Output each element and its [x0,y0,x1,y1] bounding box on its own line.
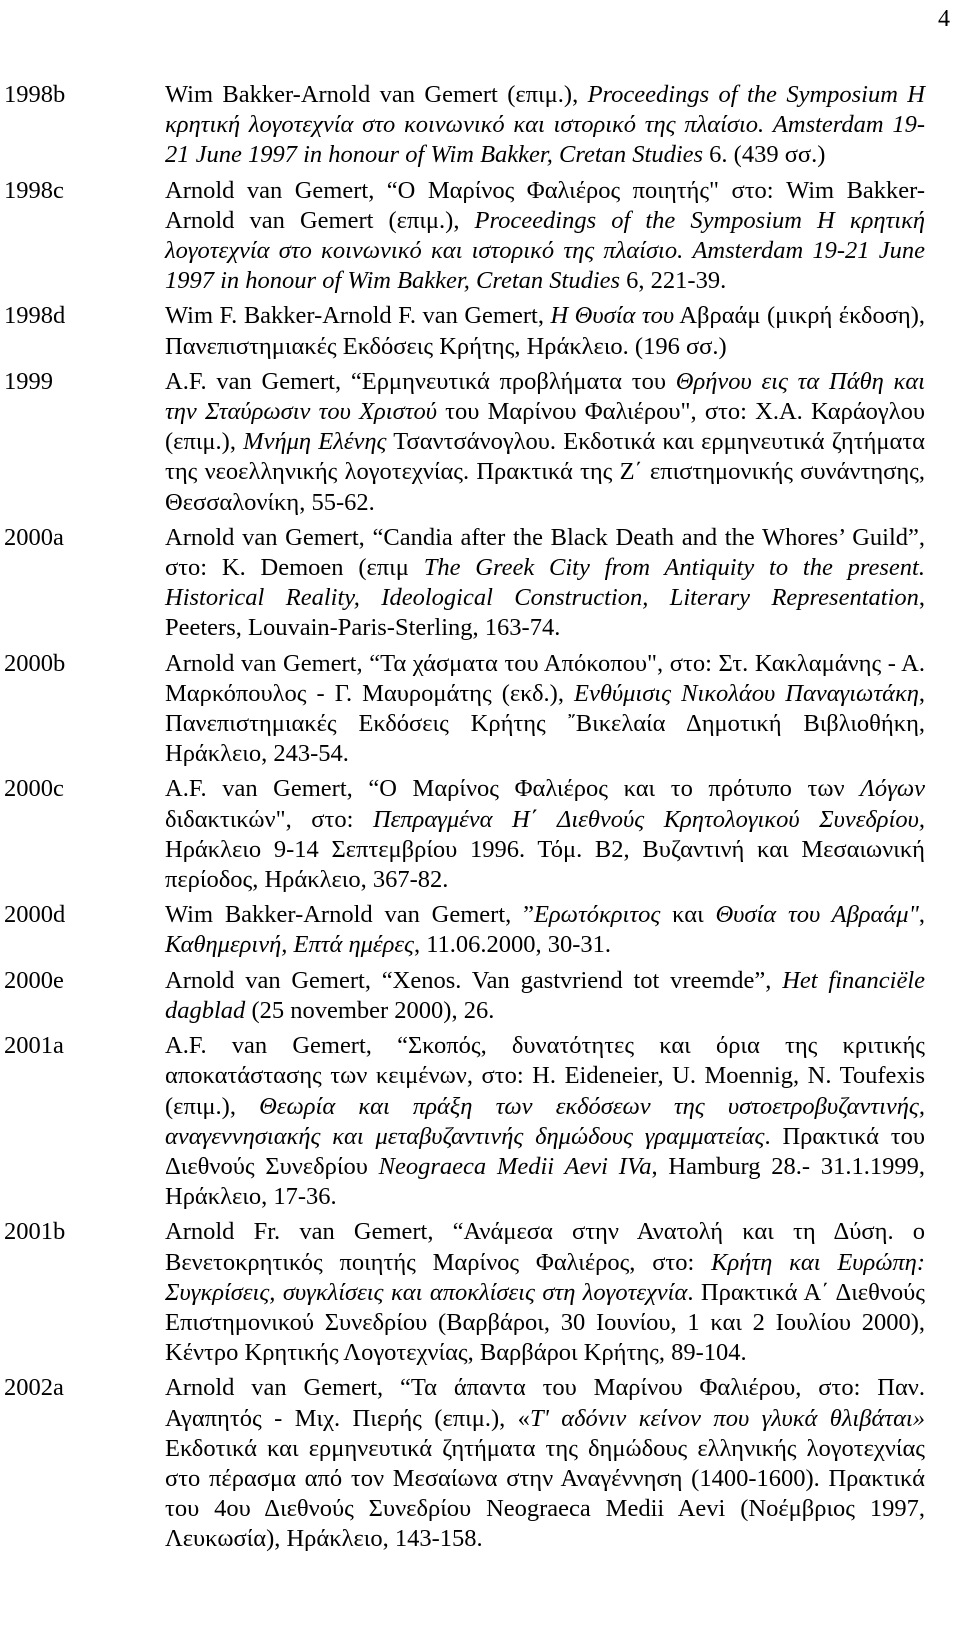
citation-text-segment: (25 november 2000), 26. [245,996,495,1024]
bibliography-entry [0,301,960,361]
bibliography-entry [0,1373,960,1554]
entry-year: 2001a [4,1032,64,1060]
citation-title-segment: Λόγων [860,775,925,803]
entry-year: 2000d [4,901,66,929]
bibliography-entry [0,523,960,644]
entry-citation [165,1217,925,1368]
citation-title-segment: Proceedings of the Symposium Η κρητική λογοτεχνία στο κοινωνικό και ιστορικό της πλαίσιο. Amsterdam 19-21 June 1997 in honour of Wim Bakker, Cretan Studies [165,206,925,295]
entry-year: 2000b [4,649,66,677]
entry-year: 2000a [4,523,64,551]
bibliography-entry [0,774,960,895]
citation-text-segment: Arnold van Gemert, “Ο Μαρίνος Φαλιέρος ποιητής" στο: Wim Bakker-Arnold van Gemert (επιμ.), [165,176,925,234]
page-number: 4 [938,6,950,32]
citation-text-segment: , [918,901,925,929]
bibliography-entry [0,1217,960,1368]
entry-year: 1999 [4,367,53,395]
bibliography-entry [0,1031,960,1212]
citation-title-segment: Τ' αδόνιν κείνον που γλυκά θλιβάται» [529,1404,925,1432]
entry-year: 1998c [4,176,64,204]
entry-citation [165,1031,925,1212]
citation-title-segment: Θυσία του Αβραάμ" [715,901,919,929]
entry-year: 1998b [4,81,66,108]
citation-text-segment: Ηράκλειο 9-14 Σεπτεμβρίου 1996. Τόμ. Β2, Βυζαντινή και Μεσαιωνική περίοδος, Ηράκλειο, 367-82. [165,835,925,894]
citation-text-segment: Arnold van Gemert, “Τα άπαντα του Μαρίνου Φαλιέρου, στο: Παν. Αγαπητός - Μιχ. Πιερής (επιμ.), « [165,1374,925,1432]
entry-citation [165,523,925,644]
citation-text-segment: A.F. van Gemert, “Ερμηνευτικά προβλήματα του [165,367,676,395]
citation-text-segment: Wim Bakker-Arnold van Gemert, ” [165,901,534,929]
citation-text-segment: Εκδοτικά και ερμηνευτικά ζητήματα της δημώδους ελληνικής λογοτεχνίας στο πέρασμα από τον Μεσαίωνα στην Αναγέννηση (1400-1600). Πρακτικά του 4ου Διεθνούς Συνεδρίου Neograeca Medii Aevi (Νοέμβριος 1997, Λευκωσία), Ηράκλειο, 143-158. [165,1434,925,1553]
citation-text-segment: Arnold van Gemert, “Xenos. Van gastvriend tot vreemde”, [165,966,783,994]
citation-title-segment: Καθημερινή, Επτά ημέρες [165,931,414,959]
citation-title-segment: Ερωτόκριτος [533,901,661,929]
citation-text-segment: Wim F. Bakker-Arnold F. van Gemert, [165,302,551,330]
citation-text-segment: διδακτικών", στο: [165,805,373,833]
citation-title-segment: Κρήτη και Ευρώπη: Συγκρίσεις, συγκλίσεις και αποκλίσεις στη λογοτεχνία [165,1248,925,1306]
citation-text-segment: του Μαρίνου Φαλιέρου", στο: Χ.Α. Καράογλου (επιμ.), [165,398,925,456]
bibliography-entry [0,367,960,518]
citation-text-segment: A.F. van Gemert, “Ο Μαρίνος Φαλιέρος και το πρότυπο των [165,775,861,803]
bibliography-entry [0,649,960,770]
entry-year: 2000e [4,966,64,994]
entry-citation [165,176,925,297]
entry-citation [165,649,925,770]
entry-citation [165,301,925,361]
citation-text-segment: , 11.06.2000, 30-31. [413,931,612,959]
citation-text-segment: . Πρακτικά του Διεθνούς Συνεδρίου [165,1122,926,1180]
entry-citation [165,966,925,1026]
citation-text-segment: . Πρακτικά Α΄ Διεθνούς Επιστημονικού Συνεδρίου (Βαρβάροι, 30 Ιουνίου, 1 και 2 Ιουλίου 2000), Κέντρο Κρητικής Λογοτεχνίας, Βαρβάροι Κρήτης, 89-104. [165,1278,925,1367]
citation-text-segment: και [660,901,716,929]
citation-title-segment: Θρήνου εις τα Πάθη και την Σταύρωσιν του Χριστού [165,367,925,426]
citation-text-segment: 6. (439 σσ.) [703,141,826,169]
citation-title-segment: Μνήμη Ελένης [243,428,387,456]
entry-year: 1998d [4,302,66,330]
entry-citation [165,80,925,171]
bibliography-entry [0,176,960,297]
citation-title-segment: Het financiële dagblad [165,966,926,1024]
citation-text-segment: , Πανεπιστημιακές Εκδόσεις Κρήτης ῎Βικελαία Δημοτική Βιβλιοθήκη, Ηράκλειο, 243-54. [165,679,925,768]
citation-title-segment: The Greek City from Antiquity to the present. Historical Reality, Ideological Construction, Literary Representation [165,554,925,612]
citation-text-segment: , Peeters, Louvain-Paris-Sterling, 163-74. [165,584,925,642]
entry-year: 2001b [4,1218,66,1246]
citation-text-segment: A.F. van Gemert, “Σκοπός, δυνατότητες και όρια της κριτικής αποκατάστασης των κειμένων, στο: H. Eideneier, U. Moennig, N. Toufexis (επιμ.), [165,1032,925,1120]
citation-title-segment: Θεωρία και πράξη των εκδόσεων της υστοετροβυζαντινής, αναγεννησιακής και μεταβυζαντινής δημώδους γραμματείας [165,1092,925,1150]
bibliography-entry [0,80,960,171]
citation-text-segment: 6, 221-39. [620,267,727,295]
entry-citation [165,1373,925,1554]
entry-citation [165,900,925,960]
citation-title-segment: Η Θυσία του [550,302,675,330]
bibliography-entry [0,966,960,1026]
entry-year: 2002a [4,1374,64,1402]
citation-text-segment: Αβραάμ (μικρή έκδοση), Πανεπιστημιακές Εκδόσεις Κρήτης, Ηράκλειο. (196 σσ.) [165,302,926,360]
citation-text-segment: Τσαντσάνογλου. Εκδοτικά και ερμηνευτικά ζητήματα της νεοελληνικής λογοτεχνίας. Πρακτικά της Ζ΄ επιστημονικής συνάντησης, Θεσσαλονίκη, 55-62. [165,428,926,516]
entry-citation [165,367,925,518]
citation-title-segment: Proceedings of the Symposium Η κρητική λογοτεχνία στο κοινωνικό και ιστορικό της πλαίσιο. Amsterdam 19-21 June 1997 in honour of Wim Bakker, Cretan Studies [165,81,926,169]
bibliography-entry [0,900,960,960]
entry-citation [165,774,925,895]
citation-text-segment: Arnold Fr. van Gemert, “Ανάμεσα στην Ανατολή και τη Δύση. ο Βενετοκρητικός ποιητής Μαρίνος Φαλιέρος, στο: [165,1218,925,1276]
entry-year: 2000c [4,775,64,803]
citation-title-segment: Neograeca Medii Aevi IVa [378,1152,652,1180]
bibliography-list [0,80,960,1560]
citation-title-segment: Ενθύμισις Νικολάου Παναγιωτάκη [574,679,919,707]
citation-text-segment: , Hamburg 28.- 31.1.1999, Ηράκλειο, 17-36. [165,1152,926,1211]
citation-text-segment: Arnold van Gemert, “Candia after the Black Death and the Whores’ Guild”, στο: K. Demoen (επιμ [165,523,925,582]
citation-title-segment: Πεπραγμένα Η΄ Διεθνούς Κρητολογικού Συνεδρίου, [372,805,925,833]
citation-text-segment: Arnold van Gemert, “Τα χάσματα του Απόκοπου", στο: Στ. Κακλαμάνης - Α. Μαρκόπουλος - Γ. Μαυρομάτης (εκδ.), [165,649,925,707]
citation-text-segment: Wim Bakker-Arnold van Gemert (επιμ.), [165,81,588,108]
